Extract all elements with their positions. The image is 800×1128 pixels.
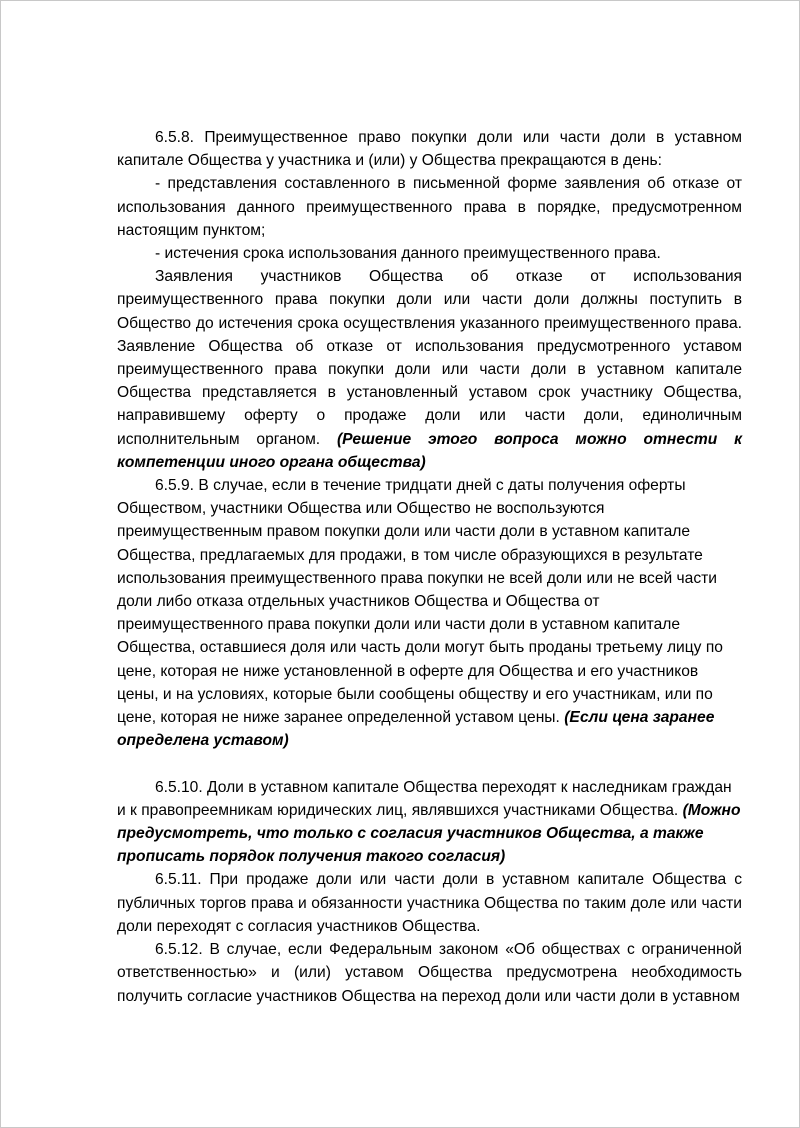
paragraph-6-5-8: 6.5.8. Преимущественное право покупки доли или части доли в уставном капитале Общества у участника и (или) у Общества прекращаются в день: [117, 129, 742, 170]
paragraph-refusal-statements: Заявления участников Общества об отказе от использования преимущественного права покупки доли или части доли должны поступить в Общество до истечения срока осуществления указанного преимущественного права. Заявление Общества об отказе от использования предусмотренного уставом преимущественного права покупки доли или части доли в уставном капитале Общества представляется в установленный уставом срок участнику Общества, направившему оферту о продаже доли или части доли, единоличным исполнительным органом. (Решение этого вопроса можно отнести к компетенции иного органа общества) [117, 268, 742, 471]
note-text: (Решение этого вопроса можно отнести к компетенции иного органа общества) [117, 430, 742, 471]
document-body [117, 126, 742, 1008]
paragraph-list-item: - истечения срока использования данного преимущественного права. [155, 245, 661, 263]
paragraph-6-5-9: 6.5.9. В случае, если в течение тридцати дней с даты получения оферты Обществом, участники Общества или Общество не воспользуются преимущественным правом покупки доли или части доли в уставном капитале Общества, предлагаемых для продажи, в том числе образующихся в результате использования преимущественного права покупки не всей доли или не всей части доли либо отказа отдельных участников Общества и Общества от преимущественного права покупки доли или части доли в уставном капитале Общества, оставшиеся доля или часть доли могут быть проданы третьему лицу по цене, которая не ниже установленной в оферте для Общества и его участников цены, и на условиях, которые были сообщены обществу и его участникам, или по цене, которая не ниже заранее определенной уставом цены. (Если цена заранее определена уставом) [117, 477, 723, 750]
note-text: (Можно предусмотреть, что только с согласия участников Общества, а также прописать порядок получения такого согласия) [117, 801, 741, 866]
paragraph-6-5-10: 6.5.10. Доли в уставном капитале Общества переходят к наследникам граждан и к правопреемникам юридических лиц, являвшихся участниками Общества. (Можно предусмотреть, что только с согласия участников Общества, а также прописать порядок получения такого согласия) [117, 778, 741, 866]
paragraph-6-5-12: 6.5.12. В случае, если Федеральным законом «Об обществах с ограниченной ответственностью» и (или) уставом Общества предусмотрена необходимость получить согласие участников Общества на переход доли или части доли в уставном [117, 941, 742, 1005]
paragraph-list-item: - представления составленного в письменной форме заявления об отказе от использования данного преимущественного права в порядке, предусмотренном настоящим пунктом; [117, 175, 742, 239]
blank-line [117, 752, 742, 775]
paragraph-6-5-11: 6.5.11. При продаже доли или части доли в уставном капитале Общества с публичных торгов права и обязанности участника Общества по таким доле или части доли переходят с согласия участников Общества. [117, 871, 742, 935]
note-text: (Если цена заранее определена уставом) [117, 709, 715, 750]
